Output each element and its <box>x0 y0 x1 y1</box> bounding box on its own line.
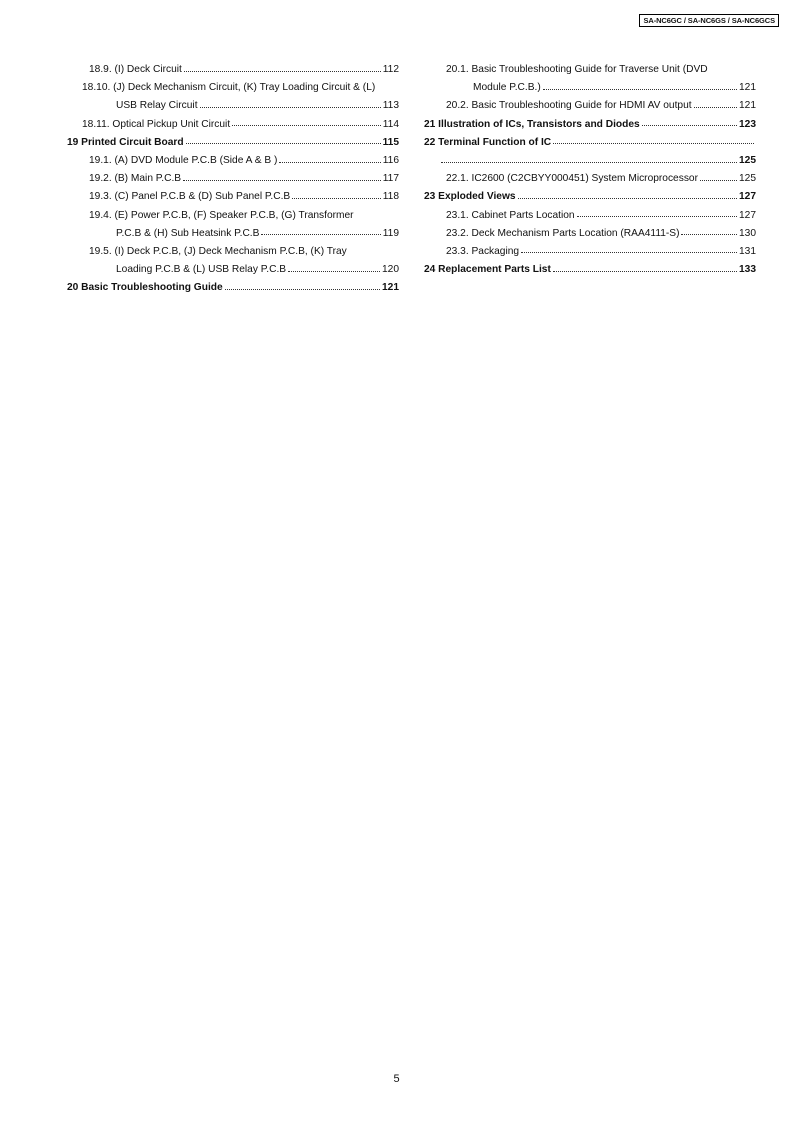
toc-page-number: 121 <box>739 100 756 112</box>
toc-section-entry[interactable] <box>424 188 756 206</box>
dot-leader <box>225 289 380 290</box>
toc-page-number: 125 <box>739 173 756 185</box>
toc-subsection-entry[interactable] <box>424 97 756 115</box>
toc-page-number: 121 <box>382 282 399 294</box>
toc-page-number: 119 <box>382 227 399 239</box>
toc-entry-text: 21 Illustration of ICs, Transistors and Diodes <box>424 118 640 130</box>
toc-entry-text: P.C.B & (H) Sub Heatsink P.C.B <box>116 227 260 239</box>
toc-page-number: 130 <box>739 227 756 239</box>
toc-entry-text: Module P.C.B.) <box>473 82 541 94</box>
dot-leader <box>694 107 737 108</box>
toc-section-entry[interactable] <box>67 134 399 152</box>
toc-page-number: 115 <box>382 136 399 148</box>
toc-page-number: 133 <box>739 264 756 276</box>
dot-leader <box>700 180 737 181</box>
toc-entry-text: 20 Basic Troubleshooting Guide <box>67 282 223 294</box>
toc-subsection-entry[interactable] <box>67 170 399 188</box>
toc-entry-text: 19.5. (I) Deck P.C.B, (J) Deck Mechanism P.C.B, (K) Tray <box>89 245 347 257</box>
page-number: 5 <box>393 1073 400 1085</box>
toc-entry-text: 18.9. (I) Deck Circuit <box>89 64 182 75</box>
toc-entry-text: 23.2. Deck Mechanism Parts Location (RAA4111-S) <box>446 227 680 239</box>
toc-column-left <box>67 61 399 297</box>
toc-page-number: 114 <box>382 118 399 130</box>
dot-leader <box>543 89 737 90</box>
toc-subsection-entry[interactable] <box>67 116 399 134</box>
toc-page-number: 113 <box>382 100 399 112</box>
dot-leader <box>518 198 737 199</box>
toc-entry-text: 24 Replacement Parts List <box>424 264 551 276</box>
toc-entry-text: 22.1. IC2600 (C2CBYY000451) System Microprocessor <box>446 173 698 185</box>
toc-subsection-entry[interactable] <box>67 243 399 279</box>
dot-leader <box>232 125 381 126</box>
toc-section-entry[interactable] <box>424 134 756 170</box>
dot-leader <box>288 271 380 272</box>
toc-entry-text: 19.2. (B) Main P.C.B <box>89 173 182 185</box>
dot-leader <box>183 180 381 181</box>
toc-subsection-entry[interactable] <box>424 225 756 243</box>
toc-entry-text: 19 Printed Circuit Board <box>67 136 184 148</box>
toc-subsection-entry[interactable] <box>67 152 399 170</box>
toc-subsection-entry[interactable] <box>67 61 399 79</box>
toc-entry-text: 19.4. (E) Power P.C.B, (F) Speaker P.C.B, (G) Transformer <box>89 209 354 221</box>
toc-page-number: 121 <box>739 82 756 94</box>
dot-leader <box>186 143 381 144</box>
toc-entry-text: 22 Terminal Function of IC <box>424 136 552 148</box>
toc-page-number: 117 <box>382 173 399 185</box>
dot-leader <box>292 198 381 199</box>
dot-leader <box>521 252 737 253</box>
toc-entry-text: 18.10. (J) Deck Mechanism Circuit, (K) Tray Loading Circuit & (L) <box>82 82 376 94</box>
toc-page-number: 123 <box>739 118 756 130</box>
toc-entry-text: 18.11. Optical Pickup Unit Circuit <box>82 118 231 130</box>
toc-page-number: 120 <box>382 264 399 276</box>
dot-leader <box>200 107 381 108</box>
dot-leader <box>553 271 737 272</box>
toc-page-number: 131 <box>739 245 756 257</box>
model-label: SA-NC6GC / SA-NC6GS / SA-NC6GCS <box>639 14 779 27</box>
toc-subsection-entry[interactable] <box>67 188 399 206</box>
dot-leader <box>279 162 380 163</box>
toc-entry-text: 23 Exploded Views <box>424 191 516 203</box>
dot-leader <box>184 71 381 72</box>
toc-entry-text: Loading P.C.B & (L) USB Relay P.C.B <box>116 264 287 276</box>
toc-subsection-entry[interactable] <box>67 79 399 115</box>
toc-column-right <box>424 61 756 279</box>
toc-page-number: 125 <box>739 154 756 166</box>
toc-subsection-entry[interactable] <box>424 243 756 261</box>
toc-entry-text: 23.3. Packaging <box>446 245 520 257</box>
toc-entry-text: 20.1. Basic Troubleshooting Guide for Traverse Unit (DVD <box>446 64 708 75</box>
dot-leader <box>261 234 380 235</box>
toc-subsection-entry[interactable] <box>424 61 756 97</box>
dot-leader <box>642 125 737 126</box>
toc-entry-text: 19.1. (A) DVD Module P.C.B (Side A & B ) <box>89 154 278 166</box>
toc-page-number: 112 <box>382 64 399 75</box>
toc-section-entry[interactable] <box>424 261 756 279</box>
toc-subsection-entry[interactable] <box>424 207 756 225</box>
dot-leader <box>577 216 737 217</box>
toc-page-number: 127 <box>739 209 756 221</box>
toc-subsection-entry[interactable] <box>67 207 399 243</box>
dot-leader <box>553 143 754 144</box>
toc-section-entry[interactable] <box>67 279 399 297</box>
toc-subsection-entry[interactable] <box>424 170 756 188</box>
dot-leader <box>441 162 737 163</box>
dot-leader <box>681 234 737 235</box>
toc-page-number: 118 <box>382 191 399 203</box>
toc-page-number: 116 <box>382 154 399 166</box>
toc-entry-text: USB Relay Circuit <box>116 100 198 112</box>
toc-entry-text: 23.1. Cabinet Parts Location <box>446 209 575 221</box>
toc-entry-text: 19.3. (C) Panel P.C.B & (D) Sub Panel P.C.B <box>89 191 291 203</box>
toc-section-entry[interactable] <box>424 116 756 134</box>
toc-entry-text: 20.2. Basic Troubleshooting Guide for HDMI AV output <box>446 100 692 112</box>
toc-page-number: 127 <box>739 191 756 203</box>
